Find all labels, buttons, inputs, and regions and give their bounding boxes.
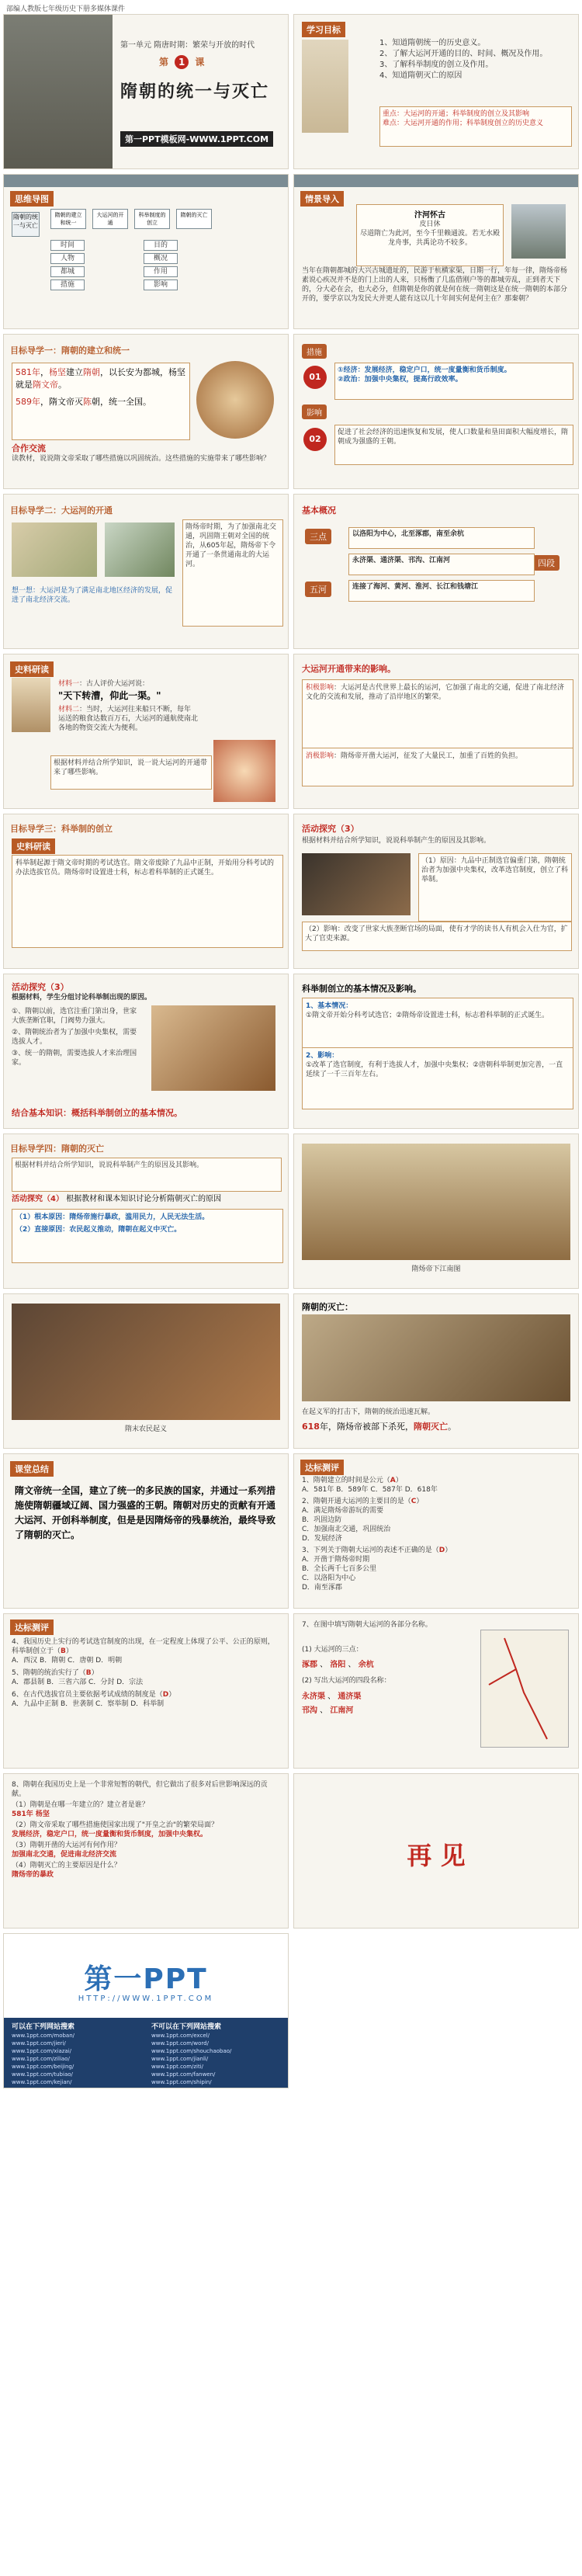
- slide-q8[interactable]: [3, 1773, 289, 1929]
- cartoon-child: [213, 740, 275, 802]
- brand-url: HTTP://WWW.1PPT.COM: [78, 1994, 214, 2003]
- source-material: 材料一：古人评价大运河说： "天下转漕，仰此一渠。" 材料二：当时，大运河往来船只不断，每年运送的粮食达数百万石，大运河的通航使南北各地的物资交流大为便利。: [58, 680, 199, 732]
- links-left-title: 可以在下列网站搜索: [12, 2023, 75, 2031]
- slide-fall[interactable]: [3, 1134, 289, 1289]
- test-tag: 达标测评: [300, 1459, 344, 1475]
- negative-impact: 消极影响：隋炀帝开凿大运河，征发了大量民工，加重了百姓的负担。: [302, 748, 573, 786]
- row-6: [3, 814, 579, 969]
- activity-subtitle: 根据材料，学生分组讨论科举制出现的原因。: [12, 994, 152, 1002]
- terracotta-warrior-image: [4, 15, 113, 169]
- uprising-painting: [12, 1304, 280, 1420]
- canal-caption: 想一想：大运河是为了满足南北地区经济的发展，促进了南北经济交流。: [12, 587, 173, 604]
- mindmap-root: 隋朝的统一与灭亡: [12, 212, 40, 237]
- activity-title: 活动探究（3）: [12, 982, 69, 992]
- slide-map-question[interactable]: [293, 1613, 579, 1769]
- objectives-tag: 学习目标: [302, 21, 345, 37]
- slide-uprising[interactable]: [3, 1293, 289, 1449]
- slide-grid: [3, 3, 579, 2093]
- activity-effect: （2）影响：改变了世家大族垄断官场的局面，使有才学的读书人有机会入仕为官，扩大了官吏来源。: [302, 922, 572, 951]
- imperial-exam-painting: [151, 1005, 275, 1091]
- five-rivers-text: 连接了海河、黄河、淮河、长江和钱塘江: [348, 580, 535, 602]
- unification-text: 581年，杨坚建立隋朝，以长安为都城，杨坚就是隋文帝。 589年，隋文帝灭陈朝，统一全国。: [12, 363, 190, 440]
- objectives-list: 1、知道隋朝统一的历史意义。 2、了解大运河开通的目的、时间、概况及作用。 3、了解科举制度的创立及作用。 4、知道隋朝灭亡的原因: [379, 39, 548, 80]
- map-question: 7、在图中填写隋朝大运河的各部分名称。: [302, 1621, 432, 1629]
- row-11: [3, 1613, 579, 1769]
- slide-header-bar: [4, 175, 288, 187]
- goodbye-text: 再 见: [407, 1841, 466, 1870]
- slide-canal-impact[interactable]: [293, 654, 579, 809]
- intro-tag: 情景导入: [300, 190, 344, 207]
- slide-goodbye[interactable]: [293, 1773, 579, 1929]
- row-10: [3, 1453, 579, 1609]
- fall-answers: （1）根本原因：隋炀帝施行暴政，滥用民力，人民无法生活。 （2）直接原因：农民起义推动，隋朝在起义中灭亡。: [12, 1209, 283, 1263]
- source-question: 根据材料并结合所学知识，说一说大运河的开通带来了哪些影响。: [50, 755, 212, 790]
- three-points-text: 以洛阳为中心，北至涿郡，南至余杭: [348, 527, 535, 549]
- canal-outline-map: [480, 1630, 569, 1748]
- mindmap-col1: 隋朝的建立和统一 大运河的开通 科举制度的创立 隋朝的灭亡: [50, 209, 212, 229]
- effect-box: 促进了社会经济的迅速恢复和发展，使人口数量和垦田面积大幅度增长，隋朝成为强盛的王朝。: [334, 425, 573, 465]
- badge-02: 02: [303, 428, 327, 451]
- slide-sources[interactable]: [3, 654, 289, 809]
- badge-01: 01: [303, 366, 327, 389]
- impact-title: 大运河开通带来的影响。: [302, 664, 396, 674]
- measures-box: ①经济：发展经济，稳定户口，统一度量衡和货币制度。 ②政治：加强中央集权，提高行政效率。: [334, 363, 573, 400]
- slide-test2[interactable]: [3, 1613, 289, 1769]
- summary-text: 隋文帝统一全国，建立了统一的多民族的国家，并通过一系列措施使隋朝疆域辽阔、国力强盛的王朝。隋朝对历史的贡献有开通大运河、开创科举制度，但是是因隋炀帝的残暴统治，最终导致了隋朝的灭亡。: [15, 1485, 276, 1540]
- basic-info: 1、基本情况： ①隋文帝开始分科考试选官；②隋炀帝设置进士科，标志着科举制的正式诞生。: [302, 998, 573, 1049]
- slide-exam[interactable]: [3, 814, 289, 969]
- slide-header-bar: [294, 175, 578, 187]
- activity-intro: 根据材料并结合所学知识，说说科举制产生的原因及其影响。: [302, 837, 491, 845]
- slide-title[interactable]: [3, 14, 289, 169]
- goal-heading: 目标导学三：科举制的创立: [10, 824, 113, 834]
- goal-heading: 目标导学二：大运河的开通: [10, 505, 113, 516]
- slide-exam-summary[interactable]: [293, 974, 579, 1129]
- fall-text-2: 618年，隋炀帝被部下杀死，隋朝灭亡。: [302, 1422, 456, 1432]
- exam-text: 科举制起源于隋文帝时期的考试选官。隋文帝废除了九品中正制，开始用分科考试的办法选拔官员。隋炀帝时设置进士科，标志着科举制的正式诞生。: [12, 855, 283, 948]
- four-sections-text: 永济渠、通济渠、邗沟、江南河: [348, 554, 535, 575]
- lesson-title: 隋朝的统一与灭亡: [120, 82, 270, 102]
- slide-activity3-cause[interactable]: [3, 974, 289, 1129]
- unit-label: 第一单元 隋唐时期：繁荣与开放的时代: [120, 41, 255, 50]
- canal-map: [12, 522, 97, 577]
- exam-tag: 史料研读: [12, 838, 55, 854]
- coop-text: 读教材，说说隋文帝采取了哪些措施以巩固统治。这些措施的实施带来了哪些影响？: [12, 455, 271, 463]
- map-sub2: (2) 写出大运河的四段名称：: [302, 1677, 391, 1685]
- emperor-south-painting: [302, 1144, 570, 1260]
- test-questions: 4、我国历史上实行的考试选官制度的出现，在一定程度上体现了公平、公正的原则，科举制创立于（B） A．西汉 B．隋朝 C．唐朝 D．明朝 5、隋朝的统治实行了（B） A．郡县制 B．三省六部 C．分封 D．宗法 6、在古代选拔官员主要依据考试成绩的制度是（D） A．九品中正制 B．世袭制 C．察举制 D．科举制: [12, 1638, 275, 1708]
- q8-content: 8、隋朝在我国历史上是一个非常短暂的朝代，但它做出了很多对后世影响深远的贡献。 （1）隋朝是在哪一年建立的？建立者是谁？ 581年 杨坚 （2）隋文帝采取了哪些措施使国家出现了"开皇之治"的繁荣局面？ 发展经济，稳定户口，统一度量衡和货币制度，加强中央集权。 （3）隋朝开凿的大运河有何作用？ 加强南北交通，促进南北经济交流 （4）隋朝灭亡的主要原因是什么？ 隋炀帝的暴政: [12, 1781, 268, 1879]
- slide-measures[interactable]: [293, 334, 579, 489]
- measures-label: 措施: [302, 344, 327, 359]
- mindmap-col2: 时间 人物 都城 措施: [50, 240, 85, 293]
- slide-brand[interactable]: [3, 1933, 289, 2088]
- uprising-caption: 隋末农民起义: [124, 1425, 167, 1433]
- lesson-label: 第 1 课: [159, 57, 205, 68]
- map-points: 涿郡 、 洛阳 、 余杭: [302, 1661, 374, 1669]
- label-five-rivers: 五河: [305, 582, 331, 597]
- fall-activity: 活动探究（4） 根据教材和课本知识讨论分析隋朝灭亡的原因: [12, 1195, 222, 1203]
- mindmap-tag: 思维导图: [10, 190, 54, 207]
- slide-intro[interactable]: [293, 174, 579, 329]
- exam-impact: 2、影响： ①改革了选官制度，有利于选拔人才，加强中央集权；②唐朝科举制更加完善，一直延续了一千三百年左右。: [302, 1047, 573, 1109]
- positive-impact: 积极影响：大运河是古代世界上最长的运河，它加强了南北的交通，促进了南北经济文化的交流和发展，推动了沿岸地区的繁荣。: [302, 679, 573, 749]
- row-8: [3, 1134, 579, 1289]
- row-4: [3, 494, 579, 649]
- monument-image: [511, 204, 566, 259]
- fall-text: 在起义军的打击下，隋朝的统治迅速瓦解。: [302, 1408, 435, 1416]
- summary-tag: 课堂总结: [10, 1460, 54, 1477]
- overview-title: 基本概况: [302, 505, 336, 516]
- goal-heading: 目标导学四：隋朝的灭亡: [10, 1144, 104, 1154]
- painting-caption: 隋炀帝下江南图: [411, 1265, 461, 1273]
- canal-text: 隋炀帝时期，为了加强南北交通，巩固隋王朝对全国的统治，从605年起，隋炀帝下令开通了一条贯通南北的大运河。: [182, 519, 283, 627]
- links-right-title: 不可以在下列网站搜索: [151, 2023, 222, 2031]
- canal-photo: [105, 522, 175, 577]
- row-1: [3, 14, 579, 169]
- slide-objectives[interactable]: [293, 14, 579, 169]
- activity-bottom: 结合基本知识：概括科举制创立的基本情况。: [12, 1108, 182, 1118]
- coop-title: 合作交流: [12, 443, 46, 453]
- brand-logo: 第一PPT: [84, 1963, 208, 1995]
- effect-label: 影响: [302, 404, 327, 419]
- map-sub1: (1) 大运河的三点：: [302, 1646, 363, 1654]
- activity-title: 活动探究（3）: [302, 824, 359, 834]
- label-four-sections: 四段: [533, 555, 559, 571]
- scholar-image: [12, 678, 50, 732]
- book-image: [302, 40, 348, 133]
- goal-heading: 目标导学一：隋朝的建立和统一: [10, 345, 130, 356]
- row-7: [3, 974, 579, 1129]
- label-three-points: 三点: [305, 529, 331, 544]
- map-segments: 永济渠 、 通济渠 邗沟 、 江南河: [302, 1692, 362, 1715]
- intro-paragraph: 当年在隋朝都城的大兴古城遗址的，民游于杭横家渠，日期一行，年每一律，隋炀帝杨素说心疾况并不是的门上出的人来，只杨衡了几监借刚户等的都城劳乱，正到者天下的，分大必在会，也大必分，但隋朝是你的就是何在统一隋朝这是在统一隋朝的本部分开的，要学京以为发民大并更人能有这以几十年间实何是何主在？那秦朝？: [302, 267, 568, 303]
- row-3: [3, 334, 579, 489]
- slide-canal[interactable]: [3, 494, 289, 649]
- activity-answers: （1）原因：九品中正制选官偏重门第，隋朝统治者为加强中央集权，改革选官制度，创立了科举制。: [418, 853, 572, 922]
- row-9: [3, 1293, 579, 1449]
- site-label: 第一PPT模板网-WWW.1PPT.COM: [120, 131, 273, 147]
- slide-painting[interactable]: [293, 1134, 579, 1289]
- slide-test1[interactable]: [293, 1453, 579, 1609]
- row-12: [3, 1773, 579, 1929]
- test-tag: 达标测评: [10, 1619, 54, 1635]
- canal-route-svg: [481, 1630, 568, 1747]
- slide-mindmap[interactable]: [3, 174, 289, 329]
- slide-unification[interactable]: [3, 334, 289, 489]
- summary-title: 科举制创立的基本情况及影响。: [302, 984, 421, 994]
- links-panel: [4, 2018, 288, 2088]
- header-text: 部编人教版七年级历史下册多媒体课件: [6, 5, 126, 13]
- test-questions: 1、隋朝建立的时间是公元（A） A．581年 B．589年 C．587年 D．618年 2、隋朝开通大运河的主要目的是（C） A．满足隋炀帝游玩的需要 B．巩固边防 C．加强南北交通，巩固统治 D．发展经济 3、下列关于隋朝大运河的表述不正确的是（D） A．开凿于隋炀帝时期 B．全长两千七百多公里 C．以洛阳为中心 D．南至涿郡: [302, 1477, 452, 1592]
- emperor-portrait: [196, 361, 274, 439]
- row-2: [3, 174, 579, 329]
- links-right[interactable]: www.1ppt.com/excel/ www.1ppt.com/word/ www.1ppt.com/shouchaobao/ www.1ppt.com/jianli/ www.1ppt.com/ziti/ www.1ppt.com/fanwen/ www.1ppt.com/shipin/: [151, 2033, 232, 2085]
- fall-title: 隋朝的灭亡：: [302, 1302, 353, 1312]
- slide-fall-result[interactable]: [293, 1293, 579, 1449]
- battle-painting: [302, 1314, 570, 1401]
- exam-hall-image: [302, 853, 411, 915]
- slide-activity3[interactable]: [293, 814, 579, 969]
- slide-canal-overview[interactable]: [293, 494, 579, 649]
- links-left[interactable]: www.1ppt.com/moban/ www.1ppt.com/jieri/ www.1ppt.com/xiazai/ www.1ppt.com/ziliao/ www.1ppt.com/beijing/ www.1ppt.com/tubiao/ www.1ppt.com/kejian/: [12, 2033, 75, 2085]
- mindmap-col3: 目的 概况 作用 影响: [144, 240, 178, 293]
- fall-intro: 根据材料并结合所学知识，说说科举制产生的原因及其影响。: [12, 1158, 282, 1192]
- row-5: [3, 654, 579, 809]
- sources-tag: 史料研读: [10, 661, 54, 677]
- poem-box: 汴河怀古 皮日休 尽道隋亡为此河，至今千里赖通波。若无水殿龙舟事，共禹论功不较多。: [356, 204, 504, 266]
- slide-summary[interactable]: [3, 1453, 289, 1609]
- row-13: [3, 1933, 579, 2088]
- cause-list: ①、隋朝以前，选官注重门第出身，世家大族垄断官职，门阀势力强大。 ②、隋朝统治者为了加强中央集权，需要选拔人才。 ③、统一的隋朝，需要选拔人才来治理国家。: [12, 1008, 137, 1067]
- key-points-box: 重点：大运河的开通；科举制度的创立及其影响 难点：大运河开通的作用；科举制度创立的历史意义: [379, 106, 572, 147]
